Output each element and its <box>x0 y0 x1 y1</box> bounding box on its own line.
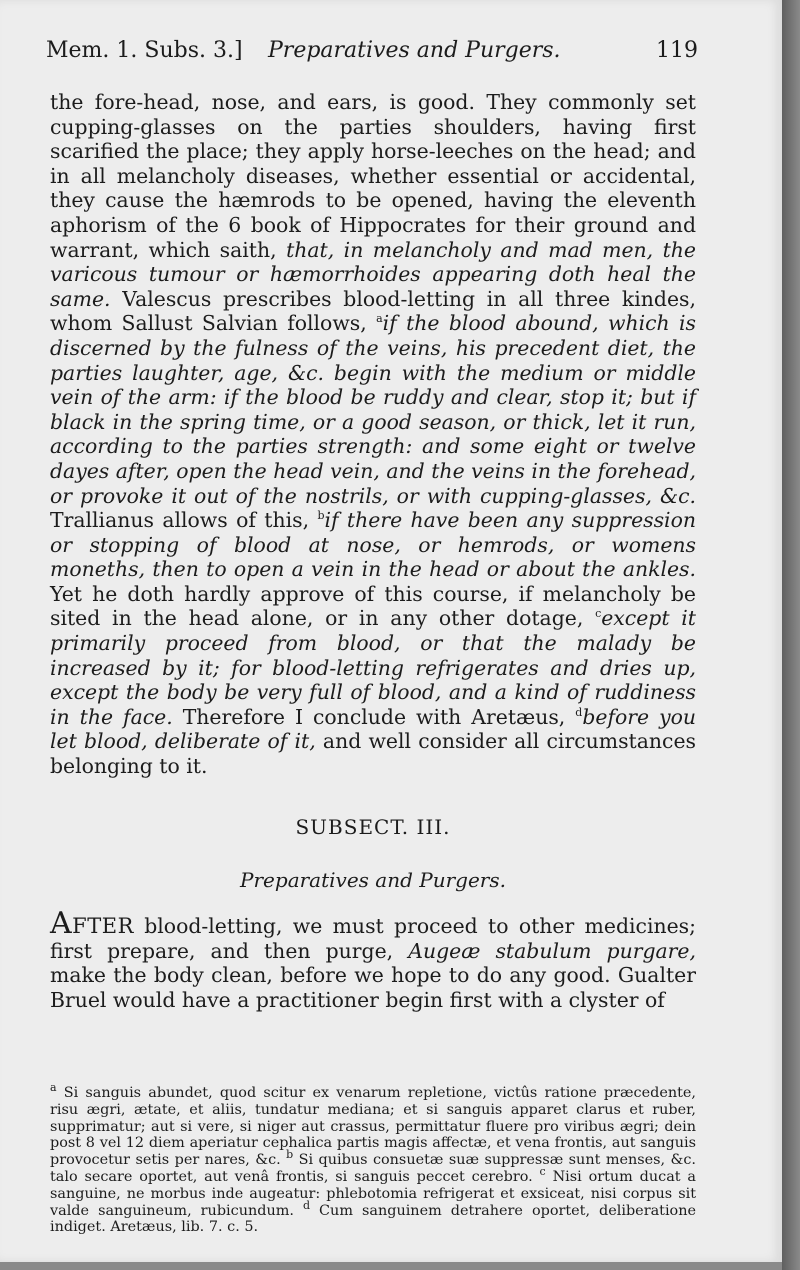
running-header <box>46 38 698 72</box>
text-segment: the fore-head, nose, and ears, is good. They commonly set cupping-glasses on the parties shoulders, having first scarified the place; they apply horse-leeches on the head; and in all melancholy diseases, whether essential or accidental, they cause the hæmrods to be opened, having the eleventh aphorism of the 6 book of Hippocrates for their ground and warrant, which saith, <box>50 90 696 262</box>
text-segment: make the body clean, before we hope to do any good. Gualter Bruel would have a practitioner begin first with a clyster of <box>50 963 696 1012</box>
text-segment: Yet he doth hardly approve of this course, if melancholy be sited in the head alone, or in any other dotage, <box>50 581 696 631</box>
page-number: 119 <box>656 38 698 63</box>
footnote-mark-a: a <box>50 1081 57 1095</box>
text-segment: and well consider all circumstances belonging to it. <box>50 729 696 779</box>
footnote-ref-b: b <box>317 509 325 523</box>
header-title: Preparatives and Purgers. <box>268 38 561 63</box>
footnote-ref-a: a <box>376 312 383 326</box>
footnote-mark-d: d <box>302 1198 311 1212</box>
subsection-title: Preparatives and Purgers. <box>240 868 506 892</box>
footnotes <box>50 1081 696 1236</box>
footnote-a: Si sanguis abundet, quod scitur ex venarum repletione, victûs ratione præcedente, risu ægri, ætate, et aliis, tundatur mediana; et si sanguis apparet clarus et ruber, supprimatur; aut si vere, si niger aut crassus, permittatur fluere pro viribus ægri; dein post 8 vel 12 diem aperiatur cephalica partis magis affectæ, et vena frontis, aut sanguis provocetur setis per nares, &c. <box>50 1085 696 1169</box>
italic-quote: if there have been any suppression or stopping of blood at nose, or hemrods, or womens moneths, then to open a vein in the head or about the ankles. <box>50 508 696 582</box>
text-segment: Trallianus allows of this, <box>50 508 310 533</box>
subsection-paragraph <box>50 906 697 1012</box>
footnote-b: Si quibus consuetæ suæ suppressæ sunt menses, &c. talo secare oportet, aut venâ frontis, si sanguis peccet cerebro. <box>50 1152 696 1185</box>
page-edge-shadow <box>782 0 800 1270</box>
main-paragraph <box>50 90 696 779</box>
italic-quote: that, in melancholy and mad men, the varicous tumour or hæmorrhoides appearing doth heal the same. <box>50 237 696 311</box>
footnote-d: Cum sanguinem detrahere oportet, deliberatione indiget. <box>50 1202 696 1236</box>
footnote-c: Nisi ortum ducat a sanguine, ne morbus inde augeatur: phlebotomia refrigerat et exsiceat, nisi corpus sit valde sanguineum, rubicundum. <box>50 1168 696 1219</box>
italic-quote: before you let blood, deliberate of it, <box>50 704 697 754</box>
italic-quote: Augeæ stabulum purgare, <box>408 938 696 963</box>
italic-quote: if the blood abound, which is discerned by the fulness of the veins, his precedent diet, the parties laughter, age, &c. begin with the medium or middle vein of the arm: if the blood be ruddy and clear, stop it; but if black in the spring time, or a good season, or thick, let it run, according to the parties strength: and some eight or twelve dayes after, open the head vein, and the veins in the forehead, or provoke it out of the nostrils, or with cupping-glasses, &c. <box>50 311 696 508</box>
footnote-ref-d: d <box>575 706 583 720</box>
footnote-mark-b: b <box>286 1148 294 1162</box>
header-section-ref: Mem. 1. Subs. 3.] <box>46 38 243 63</box>
subsection-heading: SUBSECT. III. <box>295 815 451 839</box>
italic-quote: except it primarily proceed from blood, or that the malady be increased by it; for blood-letting refrigerates and dries up, except the body be very full of blood, and a kind of ruddiness in the face. <box>50 606 696 729</box>
text-segment: Therefore I conclude with Aretæus, <box>182 704 566 729</box>
text-segment: blood-letting, we must proceed to other medicines; first prepare, and then purge, <box>50 914 697 963</box>
footnote-mark-c: c <box>539 1165 546 1179</box>
drop-cap-word: After <box>50 906 134 941</box>
footnote-d-source: Aretæus, lib. 7. c. 5. <box>110 1219 259 1236</box>
text-segment: Valescus prescribes blood-letting in all three kindes, whom Sallust Salvian follows, <box>50 286 696 336</box>
footnote-ref-c: c <box>595 607 602 621</box>
